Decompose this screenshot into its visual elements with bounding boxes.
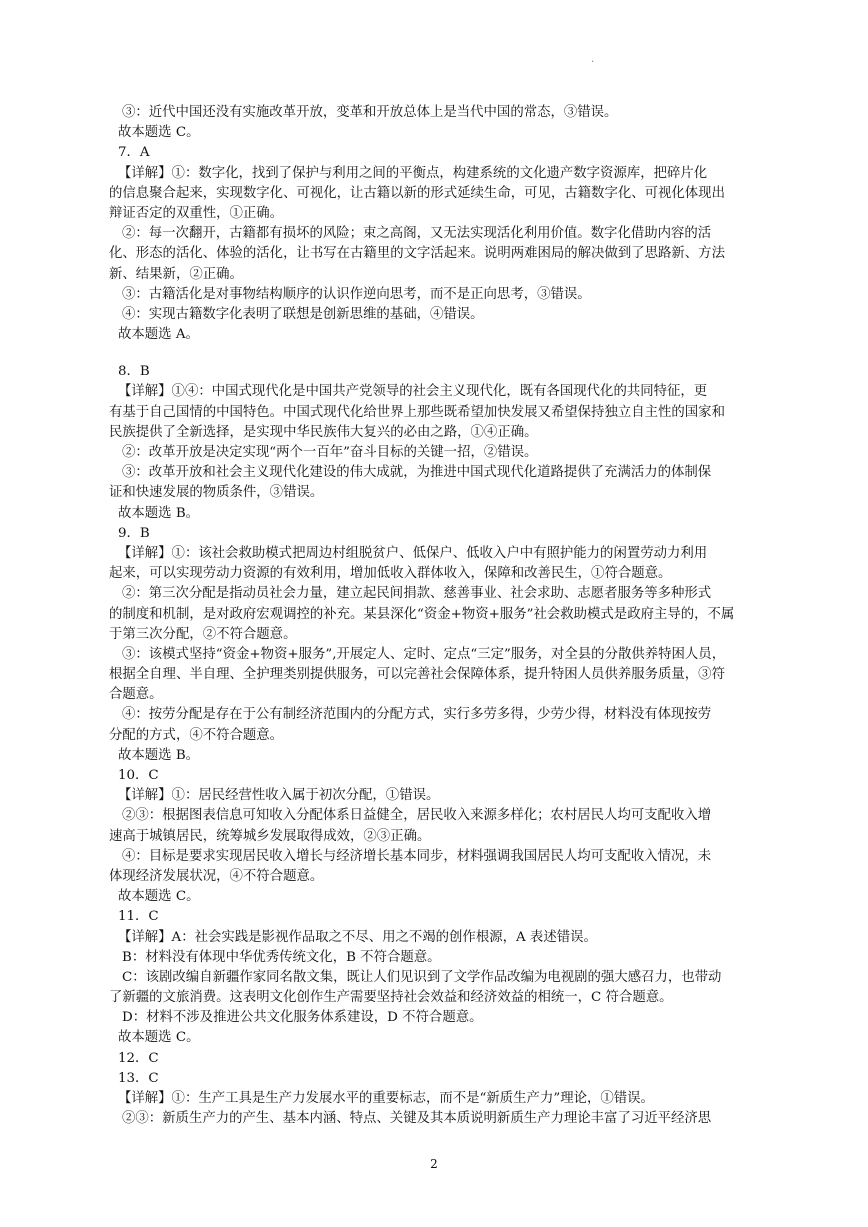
text-line: 【详解】①：数字化，找到了保护与利用之间的平衡点，构建系统的文化遗产数字资源库，把碎片化: [118, 165, 708, 181]
text-line: 分配的方式，④不符合题意。: [109, 727, 284, 743]
text-line: 的信息聚合起来，实现数字化、可视化，让古籍以新的形式延续生命，可见，古籍数字化、可视化体现出: [109, 185, 725, 201]
text-line: 故本题选 B。: [118, 505, 200, 521]
text-line: 故本题选 B。: [118, 747, 200, 763]
text-line: 体现经济发展状况，④不符合题意。: [109, 868, 324, 884]
text-line: D：材料不涉及推进公共文化服务体系建设，D 不符合题意。: [122, 1010, 483, 1026]
question-number: 10．C: [118, 768, 159, 783]
text-line: 合题意。: [109, 687, 163, 703]
text-line: C：该剧改编自新疆作家同名散文集，既让人们见识到了文学作品改编为电视剧的强大感召力，也带动: [122, 969, 722, 985]
text-line: 根据全自理、半自理、全护理类别提供服务，可以完善社会保障体系，提升特困人员供养服务质量，③符: [109, 667, 725, 683]
text-line: ②：第三次分配是指动员社会力量，建立起民间捐款、慈善事业、社会求助、志愿者服务等多种形式: [122, 586, 712, 602]
text-line: ③：改革开放和社会主义现代化建设的伟大成就，为推进中国式现代化道路提供了充满活力的体制保: [122, 465, 712, 481]
text-line: ③：该模式坚持“资金+物资+服务”,开展定人、定时、定点“三定”服务，对全县的分散供养特困人员，: [122, 646, 726, 662]
text-line: 民族提供了全新选择，是实现中华民族伟大复兴的必由之路，①④正确。: [109, 424, 538, 440]
text-line: 化、形态的活化、体验的活化，让书写在古籍里的文字活起来。说明两难困局的解决做到了思路新、方法: [109, 246, 725, 262]
text-line: 证和快速发展的物质条件，③错误。: [109, 485, 324, 501]
blank-line: [109, 345, 781, 362]
page-number: 2: [430, 1157, 438, 1171]
text-line: ②③：根据图表信息可知收入分配体系日益健全，居民收入来源多样化；农村居民人均可支配收入增: [122, 808, 712, 824]
text-line: 【详解】①：该社会救助模式把周边村组脱贫户、低保户、低收入户中有照护能力的闲置劳动力利用: [118, 545, 708, 561]
text-line: 故本题选 C。: [118, 1030, 200, 1046]
text-line: ③：近代中国还没有实施改革开放，变革和开放总体上是当代中国的常态，③错误。: [122, 105, 618, 120]
text-line: ④：按劳分配是存在于公有制经济范围内的分配方式，实行多劳多得，少劳少得，材料没有体现按劳: [122, 707, 712, 723]
question-number: 9．B: [118, 525, 150, 541]
text-line: B：材料没有体现中华优秀传统文化，B 不符合题意。: [122, 949, 441, 965]
question-number: 13．C: [118, 1070, 159, 1086]
text-line: ④：目标是要求实现居民收入增长与经济增长基本同步，材料强调我国居民人均可支配收入情况，未: [122, 848, 712, 864]
question-number: 11．C: [118, 909, 159, 925]
text-line: 辩证否定的双重性，①正确。: [109, 205, 284, 221]
text-line: 故本题选 C。: [118, 125, 200, 141]
text-line: 故本题选 C。: [118, 889, 200, 905]
text-line: 【详解】①：居民经营性收入属于初次分配，①错误。: [118, 788, 440, 804]
text-line: ②：每一次翻开，古籍都有损坏的风险；束之高阁，又无法实现活化利用价值。数字化借助内容的活: [122, 226, 712, 242]
text-line: 【详解】①：生产工具是生产力发展水平的重要标志，而不是“新质生产力”理论，①错误。: [118, 1091, 654, 1106]
text-line: 于第三次分配，②不符合题意。: [109, 626, 297, 642]
question-number: 12．C: [118, 1050, 159, 1066]
text-line: ③：古籍活化是对事物结构顺序的认识作逆向思考，而不是正向思考，③错误。: [122, 286, 591, 302]
text-line: 有基于自己国情的中国特色。中国式现代化给世界上那些既希望加快发展又希望保持独立自主性的国家和: [109, 404, 725, 420]
text-line: 【详解】A：社会实践是影视作品取之不尽、用之不竭的创作根源，A 表述错误。: [118, 929, 597, 945]
text-line: 故本题选 A。: [118, 327, 199, 343]
text-line: 起来，可以实现劳动力资源的有效利用，增加低收入群体收入，保障和改善民生，①符合题意。: [109, 566, 672, 582]
text-line: 【详解】①④：中国式现代化是中国共产党领导的社会主义现代化，既有各国现代化的共同特征，更: [118, 384, 708, 400]
text-line: 新、结果新，②正确。: [109, 266, 243, 282]
text-line: 的制度和机制，是对政府宏观调控的补充。某县深化“资金+物资+服务”社会救助模式是政府主导的，不属: [109, 606, 735, 622]
text-line: ④：实现古籍数字化表明了联想是创新思维的基础，④错误。: [122, 306, 484, 322]
text-line: ②③：新质生产力的产生、基本内涵、特点、关键及其本质说明新质生产力理论丰富了习近平经济思: [122, 1111, 712, 1127]
text-line: ②：改革开放是决定实现“两个一百年”奋斗目标的关键一招，②错误。: [122, 445, 538, 460]
text-line: 了新疆的文旅消费。这表明文化创作生产需要坚持社会效益和经济效益的相统一，C 符合题意。: [109, 990, 673, 1006]
answer-explanations: [109, 103, 781, 1129]
text-line: 速高于城镇居民，统筹城乡发展取得成效，②③正确。: [109, 828, 431, 844]
header-mark: .: [591, 54, 595, 65]
question-number: 7．A: [118, 145, 150, 161]
question-number: 8．B: [118, 364, 150, 380]
